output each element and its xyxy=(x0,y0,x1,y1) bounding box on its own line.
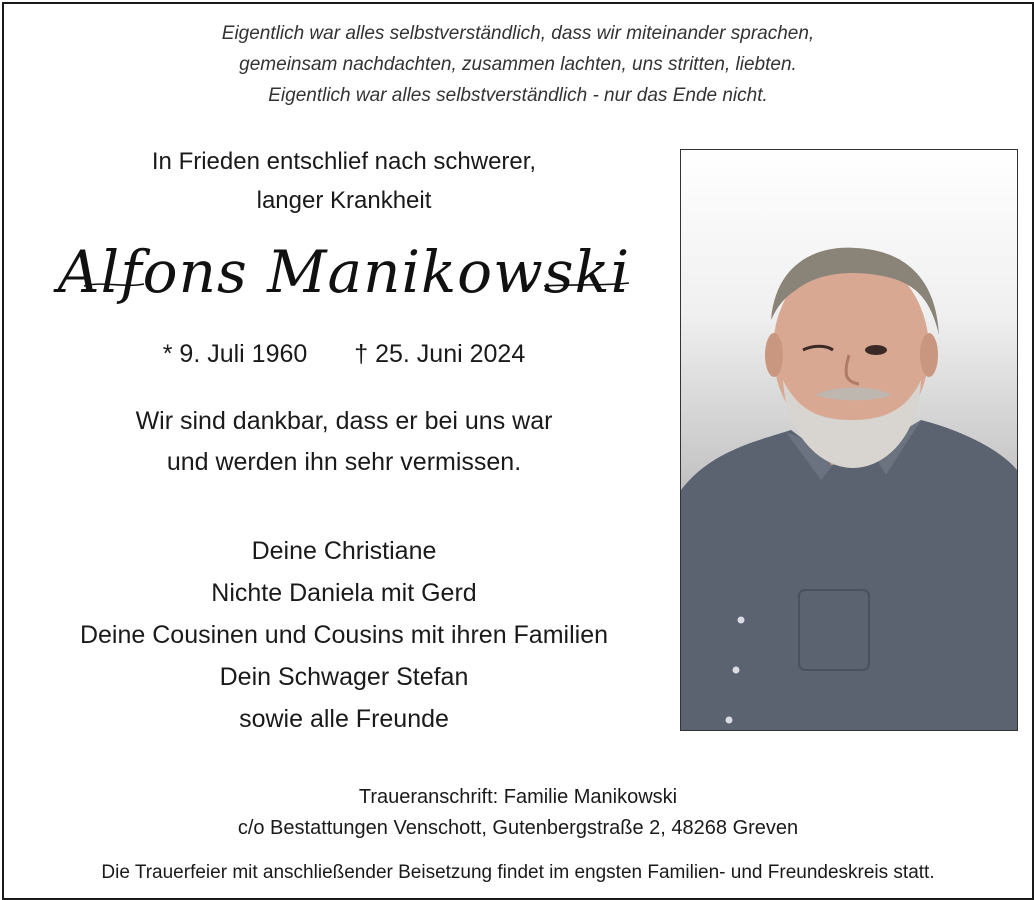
address-line-2: c/o Bestattungen Venschott, Gutenbergstraße 2, 48268 Greven xyxy=(237,817,799,839)
ear-left xyxy=(765,333,783,377)
deceased-name-text: Alfons Manikowski xyxy=(57,238,631,306)
intro-line: In Frieden entschlief nach schwerer, xyxy=(151,148,537,175)
opening-quote xyxy=(4,18,1032,111)
mourner-line: Deine Christiane xyxy=(251,537,437,565)
thanks-line: Wir sind dankbar, dass er bei uns war xyxy=(135,407,553,435)
mourners-list xyxy=(14,530,674,740)
address-line-1: Traueranschrift: Familie Manikowski xyxy=(358,786,678,808)
mourner-line: Nichte Daniela mit Gerd xyxy=(211,579,477,607)
mourner-line: Dein Schwager Stefan xyxy=(219,663,469,691)
intro-line: langer Krankheit xyxy=(256,187,432,214)
portrait-photo xyxy=(680,149,1018,731)
shirt-button xyxy=(733,667,740,674)
portrait-illustration xyxy=(681,150,1017,730)
mourner-line: Deine Cousinen und Cousins mit ihren Familien xyxy=(79,621,609,649)
name-script xyxy=(44,226,644,326)
quote-line: Eigentlich war alles selbstverständlich, dass wir miteinander sprachen, xyxy=(221,23,815,44)
obituary-notice xyxy=(2,2,1034,900)
ceremony-note: Die Trauerfeier mit anschließender Beisetzung findet im engsten Familien- und Freundeskreis statt. xyxy=(101,862,935,883)
eye-right xyxy=(865,345,887,355)
ear-right xyxy=(920,333,938,377)
quote-line: Eigentlich war alles selbstverständlich - nur das Ende nicht. xyxy=(268,85,768,106)
deceased-name xyxy=(14,226,674,326)
thanks-text xyxy=(14,401,674,483)
thanks-line: und werden ihn sehr vermissen. xyxy=(166,448,522,476)
birth-date: * 9. Juli 1960 xyxy=(162,340,308,368)
intro-text xyxy=(14,142,674,220)
life-dates xyxy=(14,334,674,374)
death-date: † 25. Juni 2024 xyxy=(354,340,526,368)
shirt-button xyxy=(726,717,733,724)
mourner-line: sowie alle Freunde xyxy=(239,705,449,733)
shirt-button xyxy=(738,617,745,624)
mourning-address xyxy=(4,782,1032,844)
quote-line: gemeinsam nachdachten, zusammen lachten, uns stritten, liebten. xyxy=(239,54,797,75)
